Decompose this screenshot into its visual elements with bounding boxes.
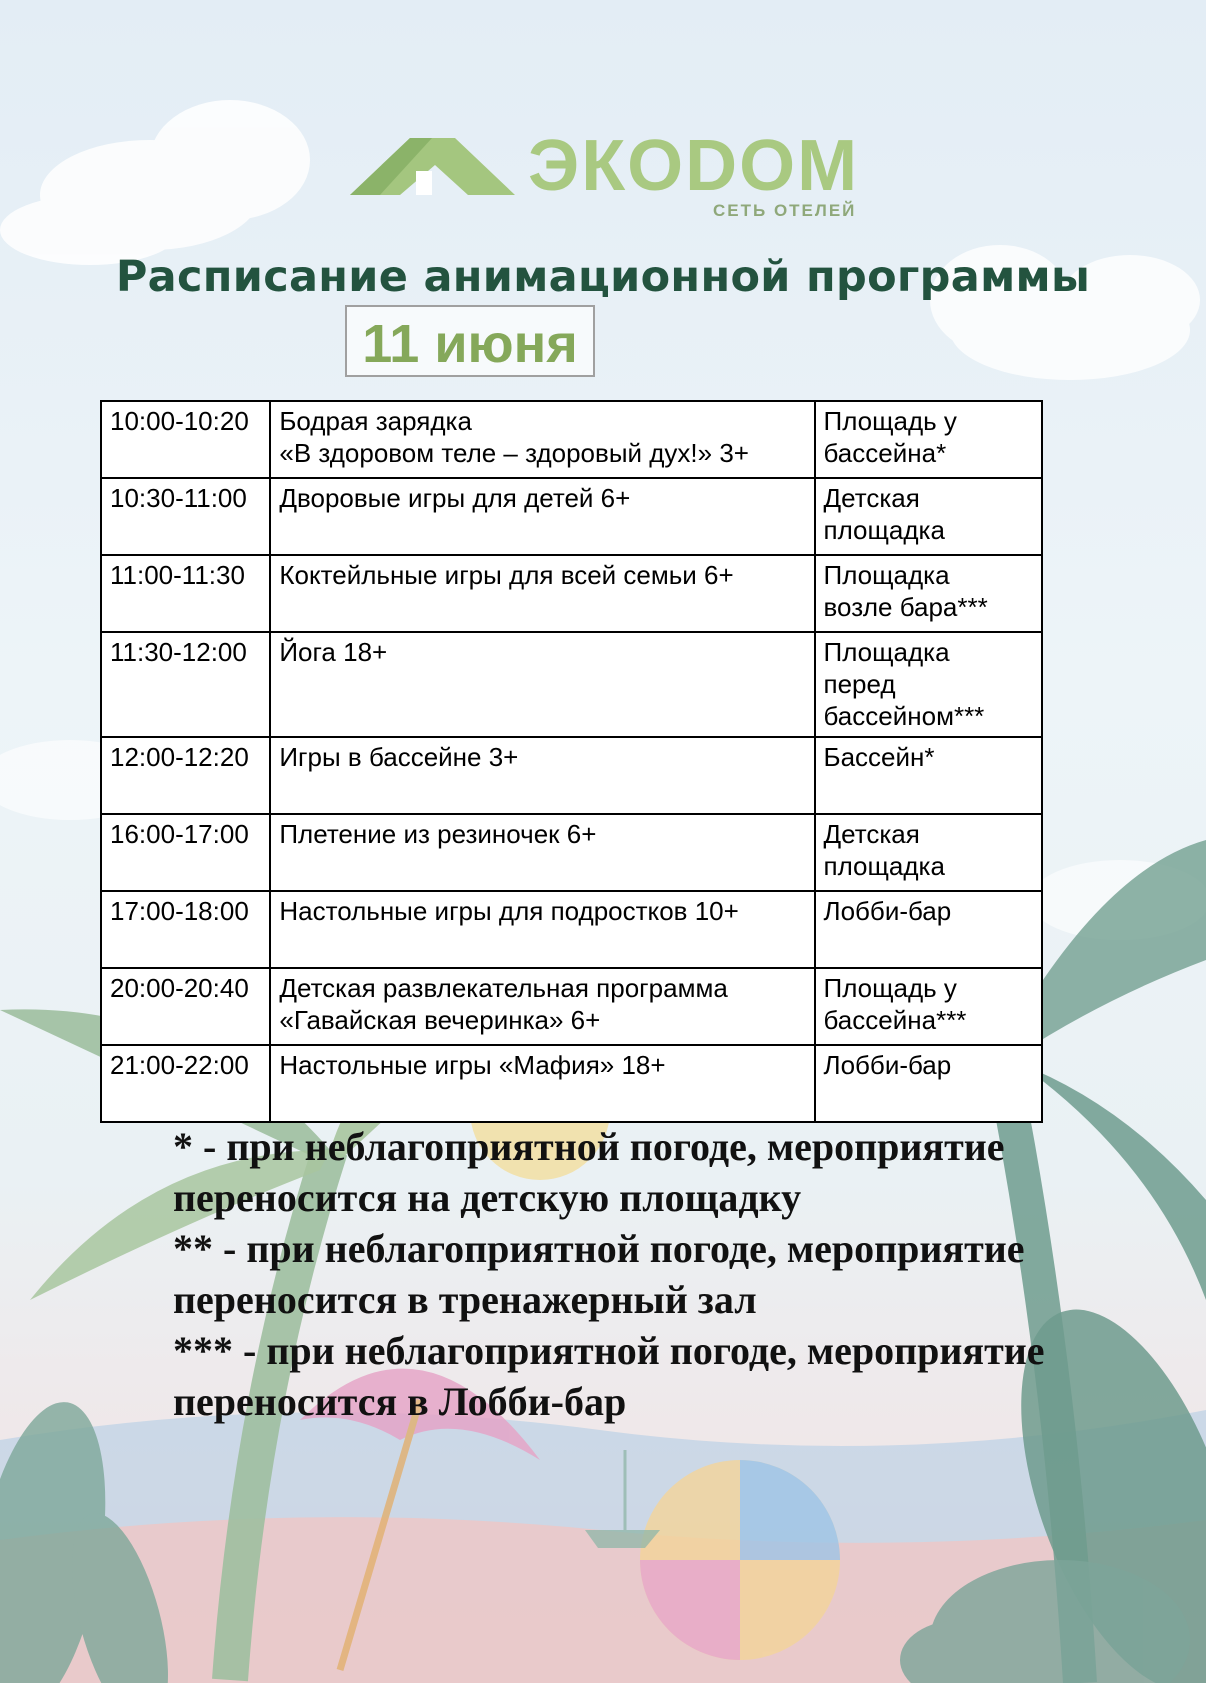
time-cell: 12:00-12:20 [101, 737, 270, 814]
activity-cell [270, 555, 814, 632]
brand-logo [350, 126, 870, 225]
date-box [345, 305, 595, 377]
time-cell: 11:30-12:00 [101, 632, 270, 737]
time-cell: 10:30-11:00 [101, 478, 270, 555]
activity-line: Плетение из резиночек 6+ [279, 819, 597, 849]
activity-cell [270, 891, 814, 968]
location-line: бассейна* [823, 438, 947, 468]
location-cell [815, 632, 1042, 737]
time-cell: 17:00-18:00 [101, 891, 270, 968]
table-row [101, 401, 1042, 478]
brand-subtitle: СЕТЬ ОТЕЛЕЙ [713, 201, 857, 220]
table-row [101, 1045, 1042, 1122]
location-cell [815, 968, 1042, 1045]
activity-line: «Гавайская вечеринка» 6+ [279, 1005, 601, 1035]
table-row [101, 555, 1042, 632]
footnote-line: *** - при неблагоприятной погоде, мероприятие [173, 1328, 1045, 1373]
location-cell [815, 478, 1042, 555]
activity-cell [270, 814, 814, 891]
location-line: бассейна*** [823, 1005, 967, 1035]
activity-line: Коктейльные игры для всей семьи 6+ [279, 560, 734, 590]
activity-line: «В здоровом теле – здоровый дух!» 3+ [279, 438, 749, 468]
activity-cell [270, 1045, 814, 1122]
location-line: бассейном*** [823, 701, 985, 731]
location-line: площадка [823, 515, 945, 545]
beach-ball-icon [640, 1460, 840, 1660]
activity-cell [270, 401, 814, 478]
footnote-line: ** - при неблагоприятной погоде, мероприятие [173, 1226, 1025, 1271]
table-row [101, 814, 1042, 891]
date-label: 11 июня [362, 314, 578, 374]
activity-line: Бодрая зарядка [279, 406, 472, 436]
table-row [101, 478, 1042, 555]
activity-cell [270, 632, 814, 737]
activity-line: Дворовые игры для детей 6+ [279, 483, 631, 513]
location-cell [815, 891, 1042, 968]
location-line: возле бара*** [823, 592, 988, 622]
footnote-line: переносится на детскую площадку [173, 1175, 802, 1220]
time-cell: 11:00-11:30 [101, 555, 270, 632]
table-row [101, 891, 1042, 968]
location-cell [815, 1045, 1042, 1122]
location-line: Бассейн* [823, 742, 935, 772]
location-cell [815, 814, 1042, 891]
activity-line: Настольные игры «Мафия» 18+ [279, 1050, 666, 1080]
location-line: Площадь у [823, 973, 957, 1003]
time-cell: 16:00-17:00 [101, 814, 270, 891]
footnote-line: * - при неблагоприятной погоде, мероприятие [173, 1124, 1005, 1169]
footnote-line: переносится в тренажерный зал [173, 1277, 757, 1322]
location-line: Детская [823, 483, 920, 513]
cloud-icon [0, 100, 310, 265]
footnotes [173, 1121, 1133, 1427]
location-line: Площадь у [823, 406, 957, 436]
table-row [101, 968, 1042, 1045]
activity-cell [270, 737, 814, 814]
activity-line: Игры в бассейне 3+ [279, 742, 519, 772]
location-line: Площадка [823, 637, 950, 667]
location-line: перед [823, 669, 896, 699]
brand-name: ЭКОDOM [528, 126, 860, 206]
location-line: Лобби-бар [823, 896, 952, 926]
location-line: Площадка [823, 560, 950, 590]
time-cell: 10:00-10:20 [101, 401, 270, 478]
location-line: Детская [823, 819, 920, 849]
table-row [101, 632, 1042, 737]
activity-cell [270, 968, 814, 1045]
time-cell: 20:00-20:40 [101, 968, 270, 1045]
activity-line: Детская развлекательная программа [279, 973, 728, 1003]
activity-line: Йога 18+ [279, 637, 388, 667]
activity-line: Настольные игры для подростков 10+ [279, 896, 739, 926]
time-cell: 21:00-22:00 [101, 1045, 270, 1122]
activity-cell [270, 478, 814, 555]
page-title: Расписание анимационной программы [115, 252, 1091, 302]
location-line: Лобби-бар [823, 1050, 952, 1080]
house-roof-icon [350, 135, 515, 195]
location-line: площадка [823, 851, 945, 881]
location-cell [815, 737, 1042, 814]
schedule-table [100, 400, 1043, 1123]
table-row [101, 737, 1042, 814]
location-cell [815, 555, 1042, 632]
footnote-line: переносится в Лобби-бар [173, 1379, 627, 1424]
location-cell [815, 401, 1042, 478]
